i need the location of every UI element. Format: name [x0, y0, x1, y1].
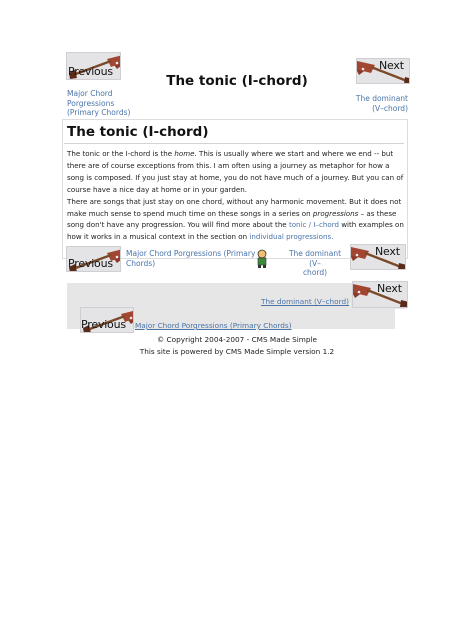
next-page-link-mid[interactable]	[282, 249, 348, 278]
paragraph-2	[67, 196, 407, 244]
link-line: (Primary Chords)	[67, 108, 131, 118]
text: There are songs that just stay on one chord, without any harmonic movement. But it does not make much sense to spend much time on these songs in a series on	[67, 196, 402, 218]
next-button-mid[interactable]	[350, 244, 406, 270]
text: . This is usually where we start and where we end -- but there are of course exceptions from this. I am often using a journey as metaphor for how a song is composed. If you just stay at home, you do not have much of a journey. But you can of course have a nice day at home or in your garden.	[67, 149, 404, 194]
previous-label: Previous	[68, 257, 113, 270]
individual-progressions-link[interactable]: individual progressions.	[249, 232, 334, 242]
mascot-icon	[255, 249, 269, 269]
link-line: chord)	[302, 268, 328, 278]
emphasis: home	[174, 149, 195, 158]
next-page-link-top[interactable]	[330, 94, 408, 113]
paragraph-1	[67, 148, 407, 196]
link-line: The dominant	[355, 94, 408, 103]
next-label: Next	[377, 282, 402, 295]
previous-page-link-mid[interactable]	[126, 249, 256, 268]
previous-label: Previous	[81, 318, 126, 331]
link-line: The dominant (V–	[288, 249, 342, 268]
emphasis: progressions	[312, 208, 359, 218]
tonic-link[interactable]: tonic / I–chord	[288, 220, 339, 230]
link-line: Chords)	[126, 258, 156, 268]
link-line: (V–chord)	[372, 103, 408, 113]
copyright-text: © Copyright 2004-2007 - CMS Made Simple	[156, 335, 318, 344]
previous-button-bottom[interactable]	[80, 307, 134, 333]
link-line: Porgressions	[67, 98, 115, 108]
link-line: Major Chord	[67, 89, 113, 98]
next-label: Next	[375, 245, 400, 258]
heading-divider	[64, 143, 404, 144]
previous-button-mid[interactable]	[66, 246, 121, 272]
next-label: Next	[379, 59, 404, 72]
text: The tonic or the I-chord is the	[67, 149, 175, 158]
text: with examples on how it works in a musical context in the section on	[67, 220, 404, 242]
previous-page-link-bottom[interactable]: Major Chord Porgressions (Primary Chords)	[135, 321, 292, 330]
next-button-top[interactable]	[356, 58, 410, 84]
next-button-bottom[interactable]	[352, 281, 408, 308]
article-body	[67, 148, 407, 243]
next-page-link-bottom[interactable]: The dominant (V–chord)	[261, 297, 349, 306]
link-line: Major Chord Porgressions (Primary	[126, 249, 256, 258]
page-title: The tonic (I-chord)	[166, 73, 308, 89]
powered-by-text: This site is powered by CMS Made Simple version 1.2	[139, 347, 335, 356]
text: – as these song don't have any progression. You will find more about the	[67, 208, 397, 230]
section-heading: The tonic (I-chord)	[67, 124, 209, 140]
previous-label: Previous	[68, 65, 113, 78]
previous-page-link-top[interactable]	[67, 89, 157, 118]
